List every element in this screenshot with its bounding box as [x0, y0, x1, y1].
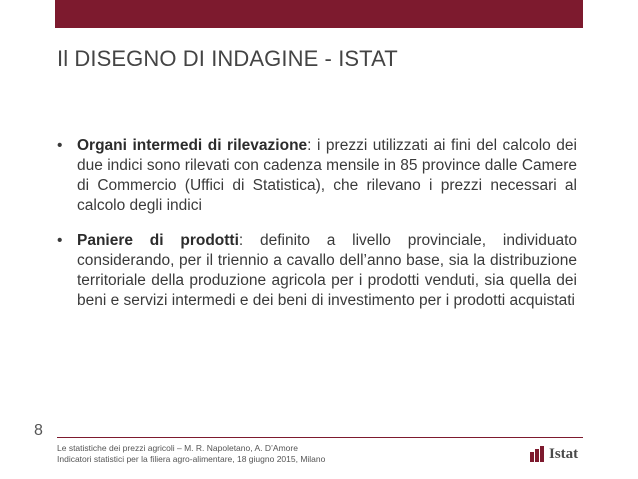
bullet-marker: • [57, 232, 63, 249]
footer-divider [57, 437, 583, 438]
bullet-organi-intermedi [57, 136, 577, 216]
bullet-paniere-prodotti [57, 231, 577, 311]
footer-line-authors: Le statistiche dei prezzi agricoli – M. R. Napoletano, A. D’Amore [57, 443, 298, 453]
bullet-list [57, 136, 577, 311]
page-number: 8 [34, 422, 43, 439]
bullet-marker: • [57, 137, 63, 154]
bullet-text: : definito a livello provinciale, individuato considerando, per il triennio a cavallo dell’anno base, sia la distribuzione territoriale della produzione agricola per i prodotti venduti, sia quella dei beni e servizi intermedi e dei beni di investimento per i prodotti acquistati [77, 232, 577, 309]
logo-wordmark: Istat [549, 445, 579, 462]
bullet-term: Paniere di prodotti [77, 232, 239, 249]
footer-line-event: Indicatori statistici per la filiera agro-alimentare, 18 giugno 2015, Milano [57, 454, 326, 464]
istat-logo [530, 444, 578, 464]
bullet-text: : i prezzi utilizzati ai fini del calcolo dei due indici sono rilevati con cadenza mensile in 85 province dalle Camere di Commercio (Uffici di Statistica), che rilevano i prezzi necessari al calcolo degli indici [77, 137, 577, 214]
bullet-term: Organi intermedi di rilevazione [77, 137, 308, 154]
header-band [55, 0, 583, 28]
footer-credits [57, 443, 325, 465]
istat-logo-icon [530, 446, 546, 462]
slide-title: Il DISEGNO DI INDAGINE - ISTAT [57, 46, 398, 71]
